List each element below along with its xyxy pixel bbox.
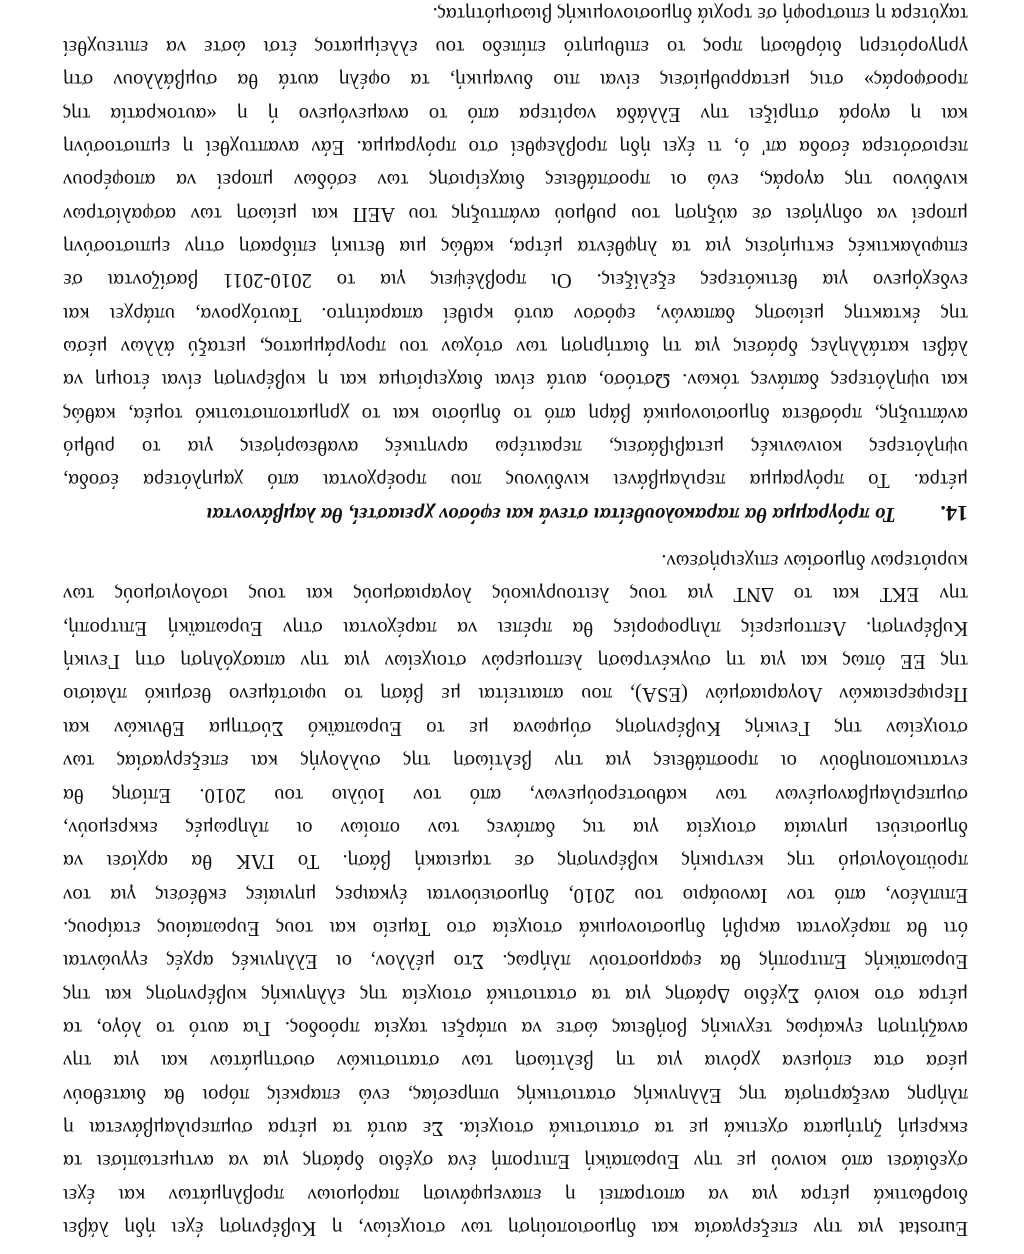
text-line: προϋπολογισμό της κεντρικής κυβέρνησης σε ταμειακή βάση. Το ΓΛΚ θα αρχίσει να xyxy=(63,850,968,873)
text-line: μέτρα στο κοινό Σχέδιο Δράσης για τα στατιστικά στοιχεία της ελληνικής κυβέρνησης και της xyxy=(63,983,968,1006)
text-line: ότι θα παρέχονται ακριβή δημοσιονομικά στοιχεία στο Ταμείο και τους Ευρωπαίους εταίρους. xyxy=(63,916,968,939)
text-line: της έκτακτης μείωσης δαπανών, εφόσον αυτό κριθεί απαραίτητο. Ταυτόχρονα, υπάρχει και xyxy=(63,302,968,325)
text-line: περισσότερα έσοδα απ' ό, τι έχει ήδη προβλεφθεί στο πρόγραμμα. Εάν αναπτυχθεί η εμπιστοσύνη xyxy=(63,136,968,158)
paragraph-section-14 xyxy=(63,0,968,496)
text-line: Επιπλέον, από τον Ιανουάριο του 2010, δημοσιεύονται έγκαιρες μηνιαίες εκθέσεις για τον xyxy=(63,883,968,906)
text-line: μπορεί να οδηγήσει σε αύξηση του ρυθμού ανάπτυξης του ΑΕΠ και μείωση των ασφαλίστρων xyxy=(63,202,968,225)
text-line: ταχύτερα η επιστροφή σε τροχιά δημοσιονομικής βιωσιμότητας. xyxy=(432,2,968,25)
text-line: κυριότερων δημοσίων επιχειρήσεων. xyxy=(661,550,968,573)
text-line: και υψηλότερες δαπάνες τόκων. Ωστόσο, αυτά είναι διαχειρίσιμα και η κυβέρνηση είναι έτοιμη να xyxy=(63,369,968,392)
text-line: συμπεριλαμβανομένων των καθυστερούμενων, από τον Ιούλιο του 2010. Επίσης θα xyxy=(63,783,968,806)
text-line: πλήρης ανεξαρτησία της Ελληνικής στατιστικής υπηρεσίας, ενώ επαρκείς πόροι θα διατεθούν xyxy=(63,1083,968,1106)
text-line: δημοσιεύει μηνιαία στοιχεία για τις δαπάνες των οποίων οι πληρωμές εκκρεμούν, xyxy=(63,816,968,839)
text-line: εκκρεμή ζητήματα σχετικά με τα στατιστικά στοιχεία. Σε αυτά τα μέτρα συμπεριλαμβάνεται η xyxy=(63,1116,968,1139)
text-line: κινδύνου της αγοράς, ενώ οι προσπάθειες διαχείρισης των εσόδων μπορεί να αποφέρουν xyxy=(63,169,968,192)
text-line: και η αγορά στηρίξει την Ελλάδα νωρίτερα από το αναμενόμενο ή η «αυτοκρατία της xyxy=(63,102,968,125)
text-line: διορθωτικά μέτρα για να αποτραπεί η επανεμφάνιση παρόμοιων προβλημάτων και έχει xyxy=(63,1183,968,1206)
section-number: 14. xyxy=(940,500,968,526)
text-line: αναζήτηση εγκαίρως τεχνικής βοήθειας ώστε να υπάρξει ταχεία πρόοδος. Για αυτό το λόγο, τα xyxy=(63,1016,968,1039)
text-line: σχεδιάσει από κοινού με την Ευρωπαϊκή Επιτροπή ένα σχέδιο δράσης για να αντιμετωπίσει τα xyxy=(63,1150,968,1173)
text-line: την ΕΚΤ και το ΔΝΤ για τους λειτουργικούς λογαριασμούς και τους ισολογισμούς των xyxy=(63,583,968,606)
text-line: μέσα στα επόμενα χρόνια για τη βελτίωση των στατιστικών συστημάτων και για την xyxy=(63,1050,968,1073)
text-line: ενδεχόμενο για θετικότερες εξελίξεις. Οι προβλέψεις για το 2010-2011 βασίζονται σε xyxy=(63,269,968,292)
text-line: Κυβέρνηση. Λεπτομερείς πληροφορίες θα πρέπει να παρέχονται στην Ευρωπαϊκή Επιτροπή, xyxy=(63,616,968,639)
document-body xyxy=(63,0,968,1244)
text-line: προσφοράς» στις μεταρρυθμίσεις είναι πιο δυναμική, τα οφέλη αυτά θα συμβάλλουν στη xyxy=(63,69,968,92)
text-line: στοιχείων της Γενικής Κυβέρνησης σύμφωνα με το Ευρωπαϊκό Σύστημα Εθνικών και xyxy=(63,716,968,739)
text-line: Ευρωπαϊκής Επιτροπής θα εφαρμοστούν πλήρως. Στο μέλλον, οι Ελληνικές αρχές εγγυώνται xyxy=(63,950,968,973)
text-line: μέτρα. Το πρόγραμμα περιλαμβάνει κινδύνους που προέρχονται από χαμηλότερα έσοδα, xyxy=(63,469,968,492)
section-14-heading xyxy=(63,496,968,529)
text-line: εντατικοποιηθούν οι προσπάθειες για την βελτίωση της συλλογής και επεξεργασίας των xyxy=(63,750,968,773)
text-line: υψηλότερες κοινωνικές μεταβιβάσεις, περαιτέρω αρνητικές αναθεωρήσεις για το ρυθμό xyxy=(63,436,968,459)
text-line: Περιφερειακών Λογαριασμών (ESA), που απαιτείται με βάση το υφιστάμενο θεσμικό πλαίσιο xyxy=(63,683,968,706)
paragraph-statistics xyxy=(63,544,968,1244)
text-line: της ΕΕ όπως και για τη συγκέντρωση λεπτομερών στοιχείων για την απασχόληση στη Γενική xyxy=(63,650,968,673)
text-line: Eurostat για την επεξεργασία και δημοσιοποίηση των στοιχείων, η Κυβέρνηση έχει ήδη λάβει xyxy=(63,1217,968,1239)
text-line: ανάπτυξης, πρόσθετα δημοσιονομικά βάρη από το δημόσιο και το χρηματοπιστωτικό τομέα, καθώς xyxy=(63,402,968,425)
text-line: γρηγορότερη διόρθωση προς το επιθυμητό επίπεδο του ελλείμματος έτσι ώστε να επιτευχθεί xyxy=(63,35,968,58)
text-line: επιφυλακτικές εκτιμήσεις για τα ληφθέντα μέτρα, καθώς μια θετική επίδραση στην εμπιστοσύνη xyxy=(63,236,968,259)
text-line: λάβει κατάλληλες δράσεις για τη διατήρηση των στόχων του προγράμματος, μεταξύ άλλων μέσω xyxy=(63,336,968,359)
section-heading-text: Το πρόγραμμα θα παρακολουθείται στενά και εφόσον χρειαστεί, θα λαμβάνονται xyxy=(206,502,896,525)
